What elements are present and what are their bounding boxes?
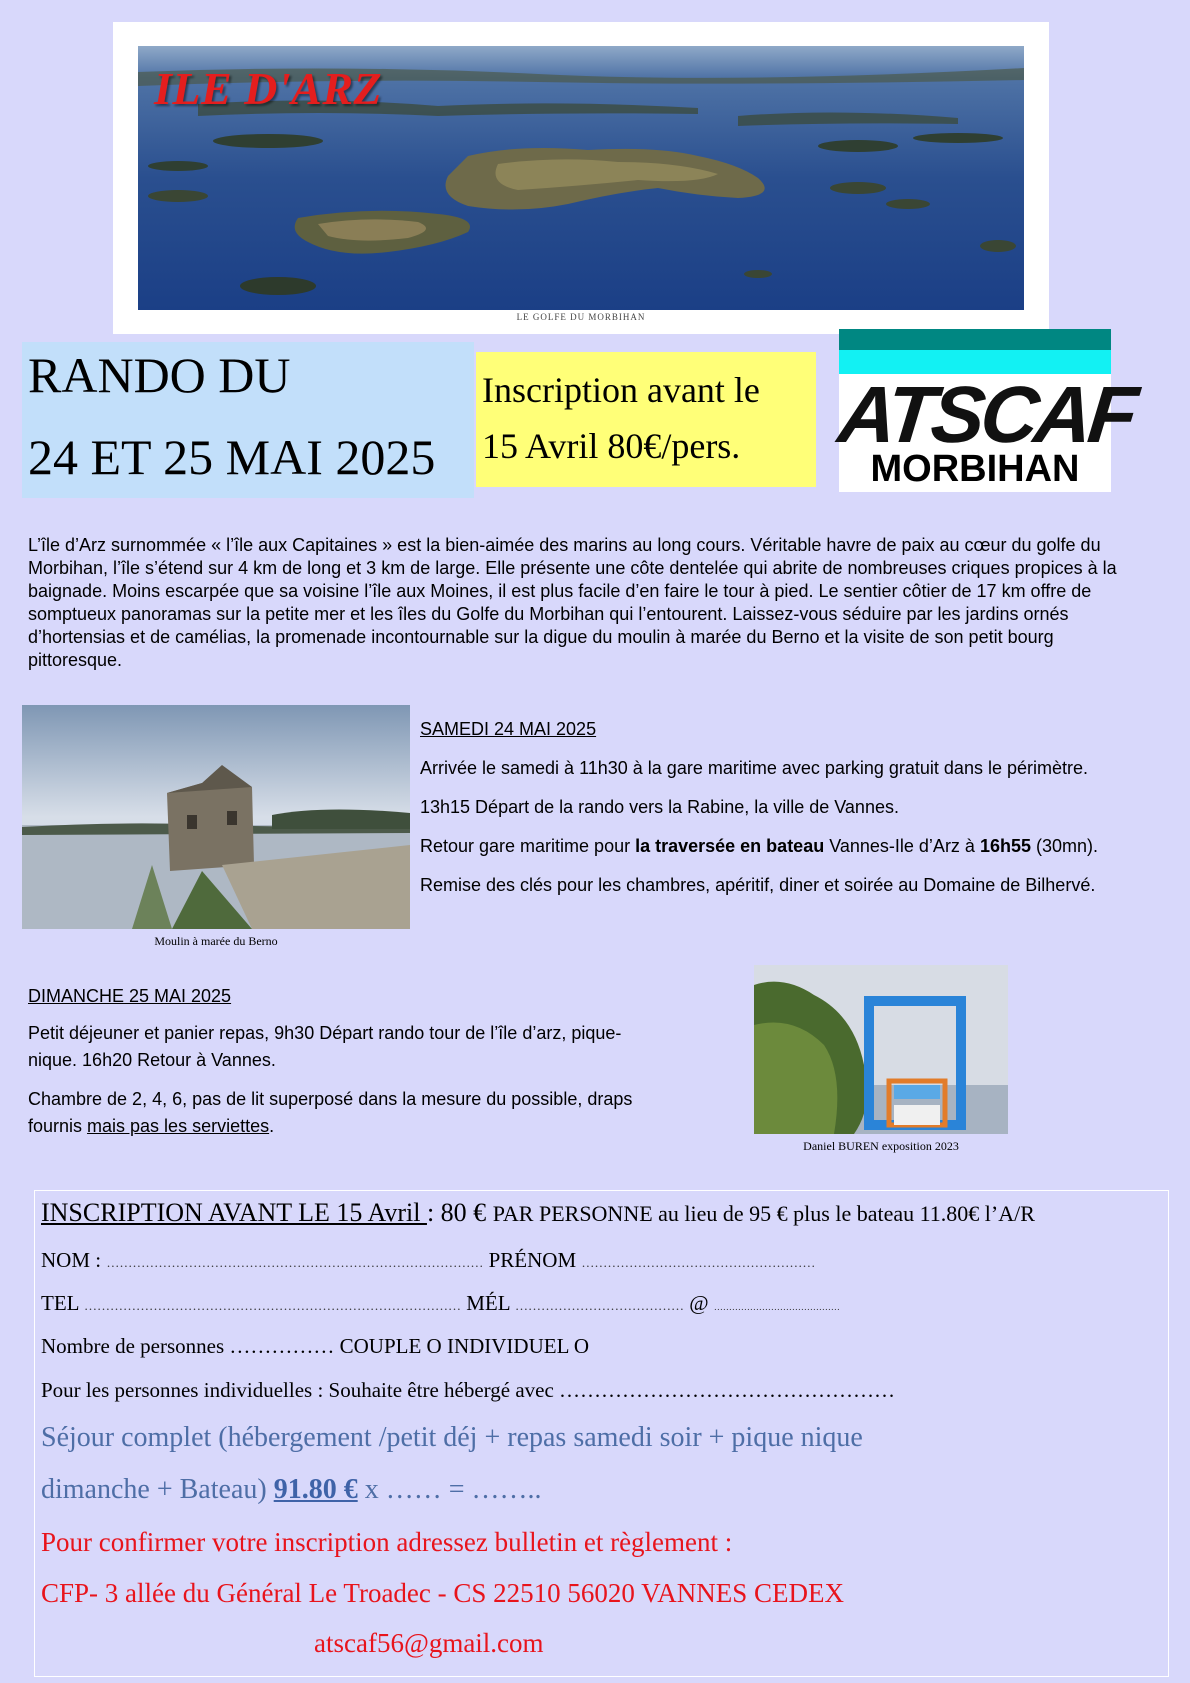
firstname-field[interactable]: ……………………………………………… (581, 1255, 816, 1270)
form-contact-row: TEL …………………………………………………………………………… MÉL ………………………………… @ …………………………………… (41, 1291, 840, 1315)
sunday-heading: DIMANCHE 25 MAI 2025 (28, 986, 232, 1006)
atscaf-logo (834, 329, 1139, 492)
form-people-count[interactable]: Nombre de personnes …………… COUPLE O INDIVIDUEL O (41, 1334, 590, 1358)
saturday-evening: Remise des clés pour les chambres, apéritif, diner et soirée au Domaine de Bilhervé. (420, 875, 1096, 895)
logo-main-text: ATSCAF (834, 370, 1139, 459)
name-field[interactable]: …………………………………………………………………………… (106, 1255, 484, 1270)
phone-field[interactable]: …………………………………………………………………………… (83, 1298, 461, 1313)
sunday-rooms: Chambre de 2, 4, 6, pas de lit superposé dans la mesure du possible, draps fournis mais pas les serviettes. (28, 1089, 633, 1136)
island-title: ILE D'ARZ (154, 63, 383, 114)
buren-photo-caption: Daniel BUREN exposition 2023 (803, 1139, 959, 1153)
email-field[interactable]: ………………………………… (515, 1298, 685, 1313)
form-email[interactable]: atscaf56@gmail.com (314, 1628, 544, 1658)
form-heading: INSCRIPTION AVANT LE 15 Avril : 80 € PAR PERSONNE au lieu de 95 € plus le bateau 11.80€ l’A/R (41, 1198, 1035, 1227)
form-stay-line1: Séjour complet (hébergement /petit déj + repas samedi soir + pique nique (41, 1422, 863, 1453)
tidal-mill-photo (22, 705, 410, 929)
event-dates: 24 ET 25 MAI 2025 (28, 429, 436, 485)
photo-caption: LE GOLFE DU MORBIHAN (516, 312, 646, 322)
logo-sub-text: MORBIHAN (870, 448, 1080, 490)
boat-time: 16h55 (979, 836, 1031, 856)
buren-photo (754, 965, 1008, 1134)
form-roommate[interactable]: Pour les personnes individuelles : Souhaite être hébergé avec ………………………………………… (41, 1378, 896, 1402)
saturday-return: Retour gare maritime pour la traversée en bateau Vannes-Ile d’Arz à 16h55 (30mn). (420, 836, 1099, 856)
form-address: CFP- 3 allée du Général Le Troadec - CS 22510 56020 VANNES CEDEX (41, 1578, 844, 1608)
email-domain-field[interactable]: …………………………………… (713, 1302, 840, 1312)
form-stay-line2: dimanche + Bateau) 91.80 € x …… = …….. (41, 1474, 542, 1505)
saturday-heading: SAMEDI 24 MAI 2025 (420, 719, 597, 739)
inscription-deadline-line2: 15 Avril 80€/pers. (482, 426, 741, 466)
mill-photo-caption: Moulin à marée du Berno (154, 934, 278, 948)
stay-price: 91.80 € (273, 1474, 358, 1505)
saturday-departure: 13h15 Départ de la rando vers la Rabine, la ville de Vannes. (420, 797, 899, 817)
inscription-deadline-box (476, 352, 816, 487)
form-name-row: NOM : …………………………………………………………………………… PRÉNOM ……………………………………………… (41, 1248, 816, 1272)
logo-bar-dark (839, 329, 1111, 350)
inscription-deadline-line1: Inscription avant le (482, 370, 760, 410)
sunday-program: Petit déjeuner et panier repas, 9h30 Départ rando tour de l’île d’arz, pique-nique. 16h20 Retour à Vannes. (28, 1023, 622, 1070)
saturday-arrival: Arrivée le samedi à 11h30 à la gare maritime avec parking gratuit dans le périmètre. (420, 758, 1088, 778)
sunday-section (28, 983, 728, 1152)
boat-crossing: la traversée en bateau (635, 836, 825, 856)
form-confirm: Pour confirmer votre inscription adressez bulletin et règlement : (41, 1527, 733, 1557)
intro-paragraph: L’île d’Arz surnommée « l’île aux Capitaines » est la bien-aimée des marins au long cours. Véritable havre de paix au cœur du golfe du Morbihan, l’île s’étend sur 4 km de long et 3 km de large. Elle présente une côte dentelée qui abrite de nombreuses criques propices à la baignade. Moins escarpée que sa voisine l’île aux Moines, il est plus facile d’en faire le tour à pied. Le sentier côtier de 17 km offre de somptueux panoramas sur la petite mer et les îles du Golfe du Morbihan qui l’entourent. Laissez-vous séduire par les jardins ornés d’hortensias et de camélias, la promenade incontournable sur la digue du moulin à marée du Berno et la visite de son petit bourg pittoresque. (28, 535, 1117, 670)
event-title: RANDO DU (28, 347, 291, 403)
saturday-section (420, 718, 1190, 913)
